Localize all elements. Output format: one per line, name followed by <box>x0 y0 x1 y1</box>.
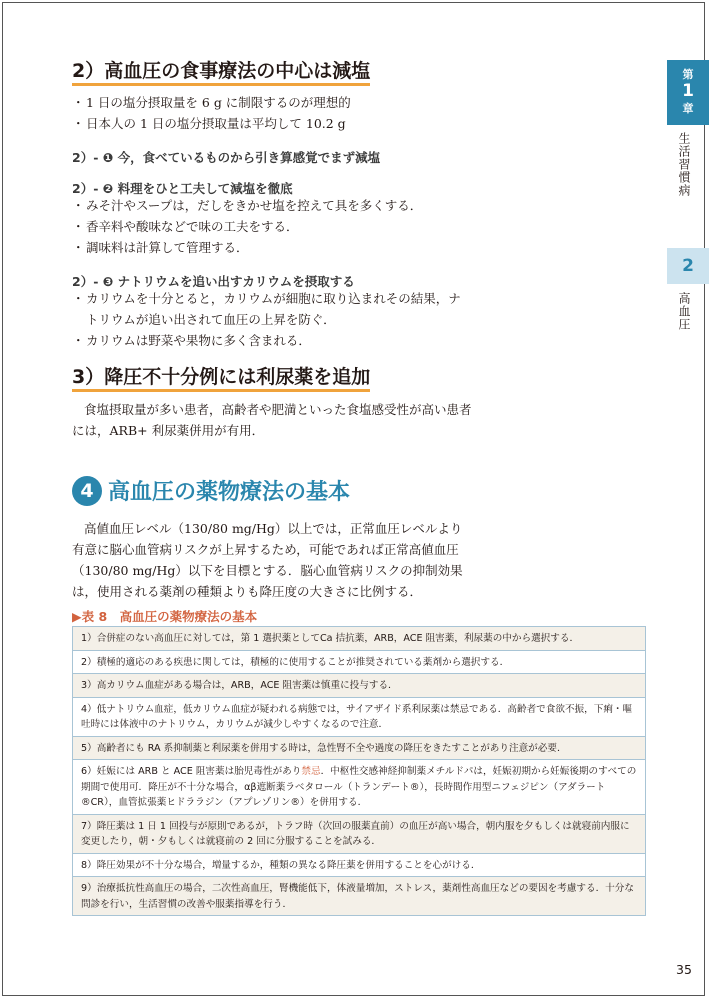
section-4-number-badge: 4 <box>72 476 102 506</box>
table-cell: 5）高齢者にも RA 系抑制薬と利尿薬を併用する時は，急性腎不全や過度の降圧をきたすことがあり注意が必要． <box>73 736 646 760</box>
chapter-number: 1 <box>682 81 694 101</box>
table-row <box>73 736 646 760</box>
table-row <box>73 853 646 877</box>
table-cell: 3）高カリウム血症がある場合は，ARB，ACE 阻害薬は慎重に投与する． <box>73 674 646 698</box>
page-number: 35 <box>676 962 692 977</box>
bullet-seasoning: ・調味料は計算して管理する． <box>72 240 249 255</box>
section-2-heading: 2）高血圧の食事療法の中心は減塩 <box>72 60 370 86</box>
bullet-potassium-2: ・カリウムは野菜や果物に多く含まれる． <box>72 333 311 348</box>
subheading-2-2: 2）- ❷ 料理をひと工夫して減塩を徹底 <box>72 181 293 196</box>
section-tab: 2 <box>667 248 709 284</box>
table-row <box>73 877 646 916</box>
section-title: 高血圧 <box>677 292 691 331</box>
section-4-title: 高血圧の薬物療法の基本 <box>108 480 351 505</box>
section-4-body: 高値血圧レベル（130/80 mg/Hg）以上では，正常血圧レベルより有意に脳心血管病リスクが上昇するため，可能であれば正常高値血圧（130/80 mg/Hg）以下を目標とする．脳心血管病リスクの抑制効果は，使用される薬剤の種類よりも降圧度の大きさに比例する． <box>72 521 463 599</box>
section-4-heading <box>72 475 350 506</box>
chapter-dai: 第 <box>682 68 694 81</box>
table-row <box>73 674 646 698</box>
table-row <box>73 814 646 853</box>
bullet-potassium-1: ・カリウムを十分とると，カリウムが細胞に取り込まれその結果，ナ <box>72 291 461 306</box>
bullet-salt-limit: ・1 日の塩分摂取量を 6 g に制限するのが理想的 <box>72 95 351 110</box>
table-cell: 2）積極的適応のある疾患に関しては，積極的に使用することが推奨されている薬剤から選択する． <box>73 650 646 674</box>
table-cell: 6）妊娠には ARB と ACE 阻害薬は胎児毒性があり禁忌．中枢性交感神経抑制薬メチルドパは，妊娠初期から妊娠後期のすべての期間で使用可．降圧が不十分な場合，αβ遮断薬ラベタロール（トランデート®），長時間作用型ニフェジピン（アダラート®CR），血管拡張薬ヒドララジン（アプレゾリン®）を併用する． <box>73 760 646 815</box>
table-cell: 9）治療抵抗性高血圧の場合，二次性高血圧，腎機能低下，体液量増加，ストレス，薬剤性高血圧などの要因を考慮する．十分な問診を行い，生活習慣の改善や服薬指導を行う． <box>73 877 646 916</box>
table-row <box>73 627 646 651</box>
bullet-spices: ・香辛料や酸味などで味の工夫をする． <box>72 219 299 234</box>
table-cell: 7）降圧薬は 1 日 1 回投与が原則であるが，トラフ時（次回の服薬直前）の血圧が高い場合，朝内服を夕もしくは就寝前内服に変更したり，朝・夕もしくは就寝前の 2 回に分服することを試みる． <box>73 814 646 853</box>
table-cell: 8）降圧効果が不十分な場合，増量するか，種類の異なる降圧薬を併用することを心がける． <box>73 853 646 877</box>
bullet-salt-average: ・日本人の 1 日の塩分摂取量は平均して 10.2 g <box>72 116 346 131</box>
table-8 <box>72 626 646 916</box>
section-3-body: 食塩摂取量が多い患者，高齢者や肥満といった食塩感受性が高い患者には，ARB+ 利尿薬併用が有用． <box>72 402 472 438</box>
table-row <box>73 760 646 815</box>
chapter-sho: 章 <box>682 102 694 115</box>
table-row <box>73 697 646 736</box>
chapter-tab <box>667 60 709 125</box>
section-3-heading: 3）降圧不十分例には利尿薬を追加 <box>72 366 370 392</box>
subheading-2-3: 2）- ❸ ナトリウムを追い出すカリウムを摂取する <box>72 274 355 289</box>
bullet-potassium-1-cont: トリウムが追い出されて血圧の上昇を防ぐ． <box>86 312 336 327</box>
contraindication-label: 禁忌 <box>301 766 321 777</box>
bullet-soup: ・みそ汁やスープは，だしをきかせ塩を控えて具を多くする． <box>72 198 423 213</box>
table-cell: 1）合併症のない高血圧に対しては，第 1 選択薬としてCa 拮抗薬，ARB，ACE 阻害薬，利尿薬の中から選択する． <box>73 627 646 651</box>
table-8-caption: ▶表 8 高血圧の薬物療法の基本 <box>72 609 258 624</box>
chapter-title: 生活習慣病 <box>677 132 691 197</box>
subheading-2-1: 2）- ❶ 今，食べているものから引き算感覚でまず減塩 <box>72 150 381 165</box>
table-cell: 4）低ナトリウム血症，低カリウム血症が疑われる病態では，サイアザイド系利尿薬は禁忌である．高齢者で食欲不振，下痢・嘔吐時には体液中のナトリウム，カリウムが減少しやすくなるので注意． <box>73 697 646 736</box>
table-row <box>73 650 646 674</box>
